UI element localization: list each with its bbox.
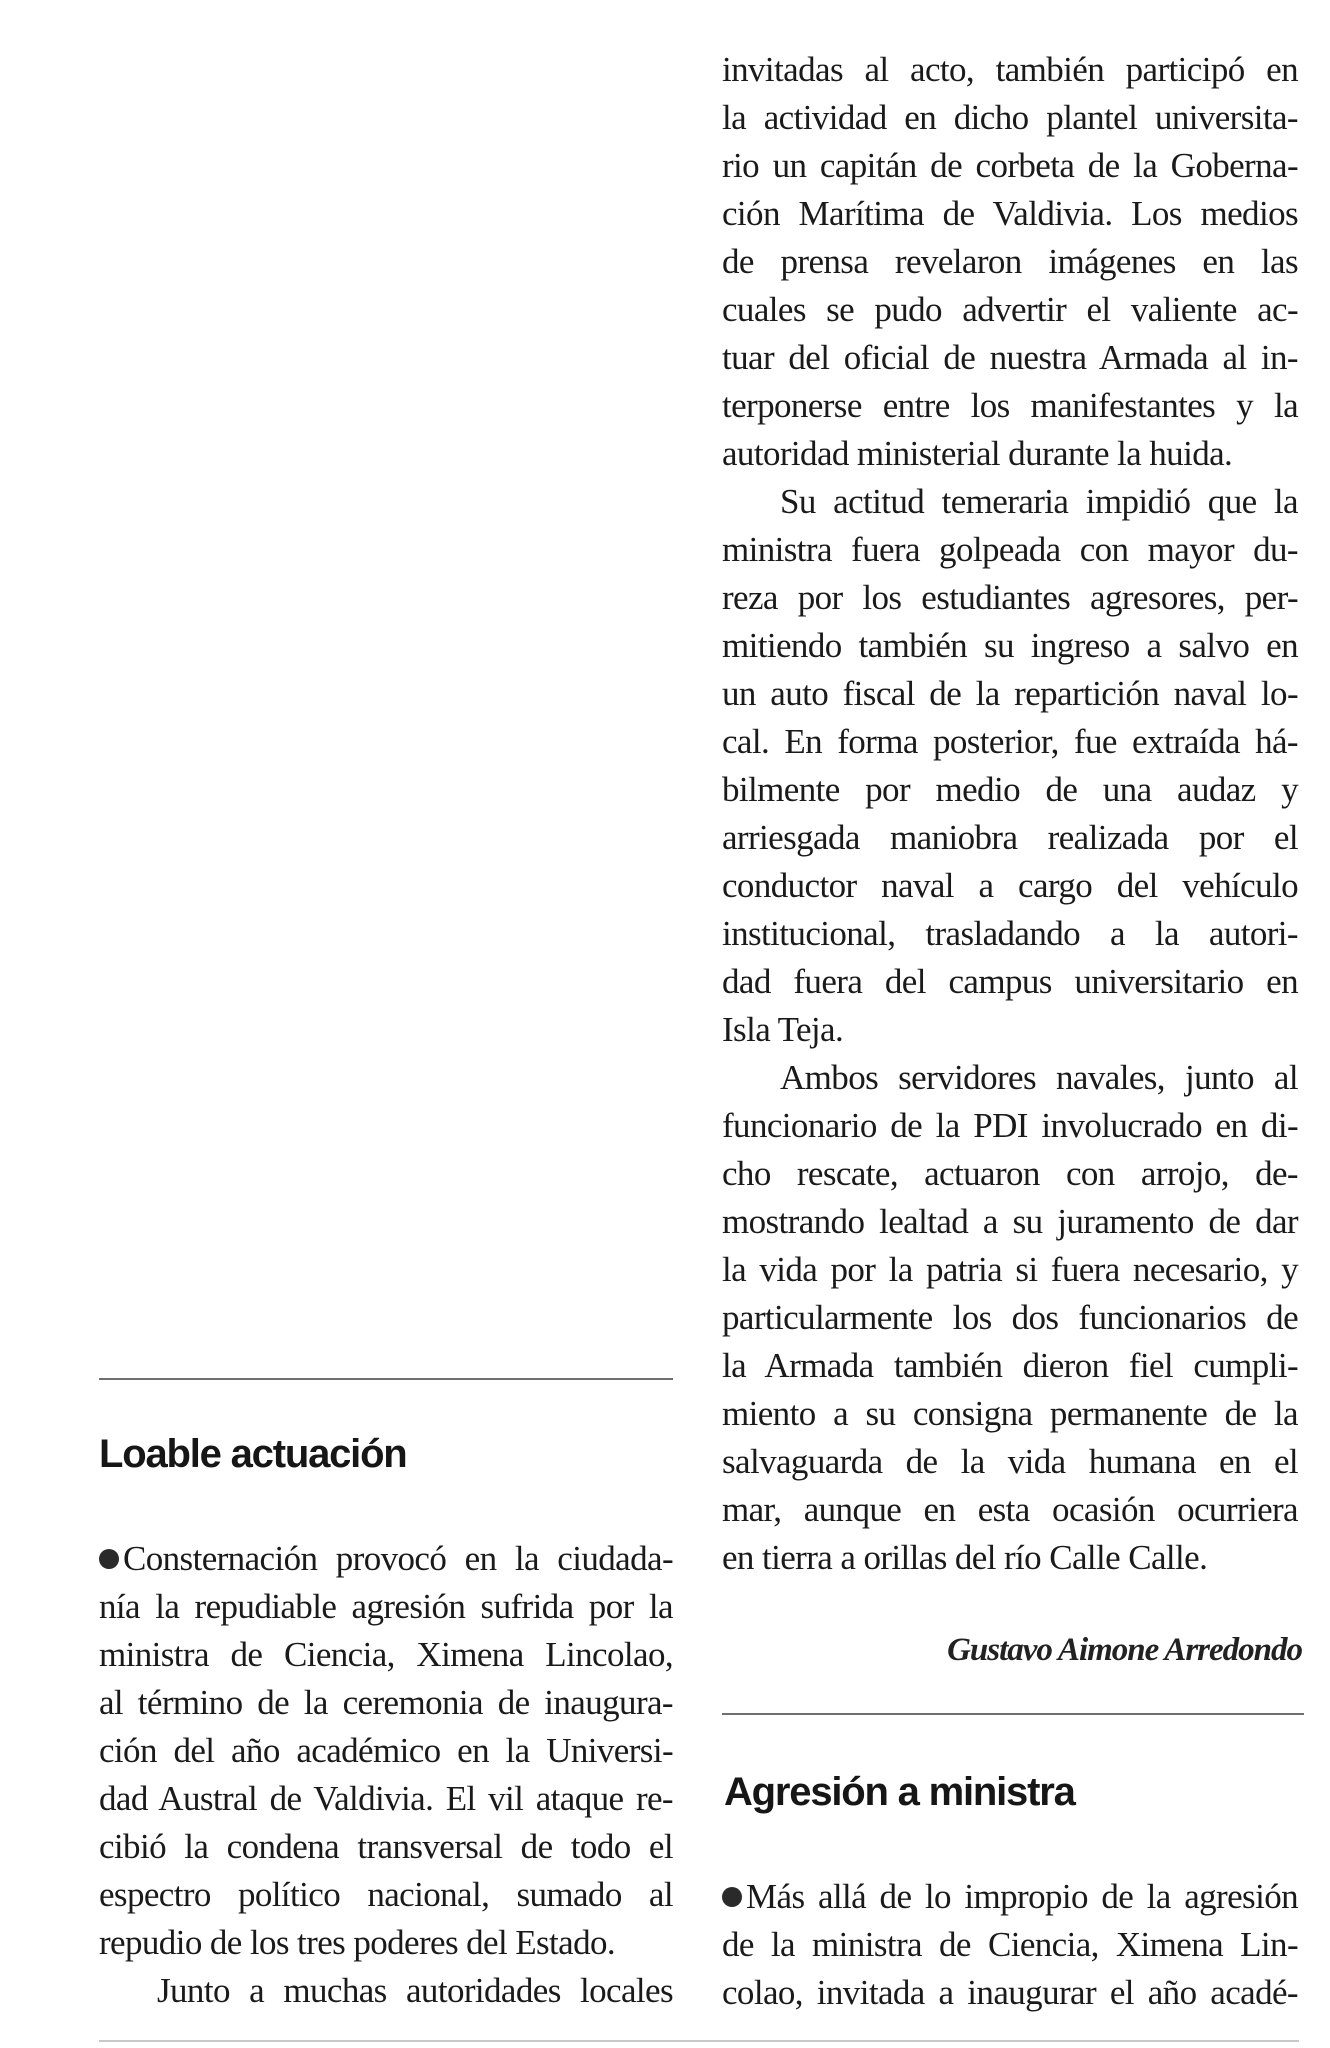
section-divider bbox=[722, 1713, 1304, 1715]
right-column-body bbox=[722, 46, 1298, 1582]
body-line: de prensa revelaron imágenes en las bbox=[722, 242, 1298, 281]
body-line: colao, invitada a inaugurar el año acadé- bbox=[722, 1973, 1298, 2012]
paragraph-start-line: Ambos servidores navales, junto al bbox=[780, 1058, 1298, 1097]
letter-body-right bbox=[722, 1873, 1298, 2017]
body-line: en tierra a orillas del río Calle Calle. bbox=[722, 1538, 1208, 1577]
body-line: conductor naval a cargo del vehículo bbox=[722, 866, 1298, 905]
bullet-icon bbox=[722, 1887, 742, 1907]
letter-headline: Loable actuación bbox=[99, 1432, 407, 1476]
body-line: dad fuera del campus universitario en bbox=[722, 962, 1298, 1001]
body-line: terponerse entre los manifestantes y la bbox=[722, 386, 1298, 425]
body-line: cibió la condena transversal de todo el bbox=[99, 1827, 673, 1866]
body-line: ministra fuera golpeada con mayor du- bbox=[722, 530, 1298, 569]
body-line bbox=[99, 1535, 673, 1583]
body-line: dad Austral de Valdivia. El vil ataque re- bbox=[99, 1779, 673, 1818]
body-line: al término de la ceremonia de inaugura- bbox=[99, 1683, 673, 1722]
body-line bbox=[722, 1873, 1298, 1921]
body-line: espectro político nacional, sumado al bbox=[99, 1875, 673, 1914]
letter-body-left bbox=[99, 1535, 673, 2015]
page-bottom-divider bbox=[99, 2040, 1299, 2042]
body-line-text: Más allá de lo impropio de la agresión bbox=[746, 1877, 1298, 1916]
body-line: miento a su consigna permanente de la bbox=[722, 1394, 1298, 1433]
body-line: mostrando lealtad a su juramento de dar bbox=[722, 1202, 1298, 1241]
body-line: autoridad ministerial durante la huida. bbox=[722, 434, 1233, 473]
body-line: mitiendo también su ingreso a salvo en bbox=[722, 626, 1298, 665]
body-line: particularmente los dos funcionarios de bbox=[722, 1298, 1298, 1337]
body-line: repudio de los tres poderes del Estado. bbox=[99, 1923, 616, 1962]
body-line: ción Marítima de Valdivia. Los medios bbox=[722, 194, 1298, 233]
body-line: cal. En forma posterior, fue extraída há- bbox=[722, 722, 1298, 761]
paragraph-start-line: Su actitud temeraria impidió que la bbox=[780, 482, 1298, 521]
body-line: ministra de Ciencia, Ximena Lincolao, bbox=[99, 1635, 673, 1674]
body-line: cuales se pudo advertir el valiente ac- bbox=[722, 290, 1298, 329]
body-line: la actividad en dicho plantel universita- bbox=[722, 98, 1298, 137]
body-line: un auto fiscal de la repartición naval lo- bbox=[722, 674, 1298, 713]
section-divider bbox=[99, 1378, 673, 1380]
body-line: de la ministra de Ciencia, Ximena Lin- bbox=[722, 1925, 1298, 1964]
body-line: cho rescate, actuaron con arrojo, de- bbox=[722, 1154, 1298, 1193]
body-line: Isla Teja. bbox=[722, 1010, 844, 1049]
body-line: invitadas al acto, también participó en bbox=[722, 50, 1298, 89]
body-line: ción del año académico en la Universi- bbox=[99, 1731, 673, 1770]
body-line-text: Consternación provocó en la ciudada- bbox=[123, 1539, 673, 1578]
body-line: arriesgada maniobra realizada por el bbox=[722, 818, 1298, 857]
body-line: salvaguarda de la vida humana en el bbox=[722, 1442, 1298, 1481]
body-line: la Armada también dieron fiel cumpli- bbox=[722, 1346, 1298, 1385]
letter-signature: Gustavo Aimone Arredondo bbox=[947, 1632, 1302, 1668]
body-line: reza por los estudiantes agresores, per- bbox=[722, 578, 1298, 617]
body-line: mar, aunque en esta ocasión ocurriera bbox=[722, 1490, 1298, 1529]
paragraph-start-line: Junto a muchas autoridades locales bbox=[157, 1971, 673, 2010]
body-line: funcionario de la PDI involucrado en di- bbox=[722, 1106, 1298, 1145]
body-line: tuar del oficial de nuestra Armada al in- bbox=[722, 338, 1298, 377]
body-line: rio un capitán de corbeta de la Goberna- bbox=[722, 146, 1298, 185]
body-line: nía la repudiable agresión sufrida por la bbox=[99, 1587, 673, 1626]
body-line: bilmente por medio de una audaz y bbox=[722, 770, 1298, 809]
letter-headline: Agresión a ministra bbox=[724, 1770, 1075, 1814]
body-line: la vida por la patria si fuera necesario, y bbox=[722, 1250, 1298, 1289]
bullet-icon bbox=[99, 1549, 119, 1569]
body-line: institucional, trasladando a la autori- bbox=[722, 914, 1298, 953]
